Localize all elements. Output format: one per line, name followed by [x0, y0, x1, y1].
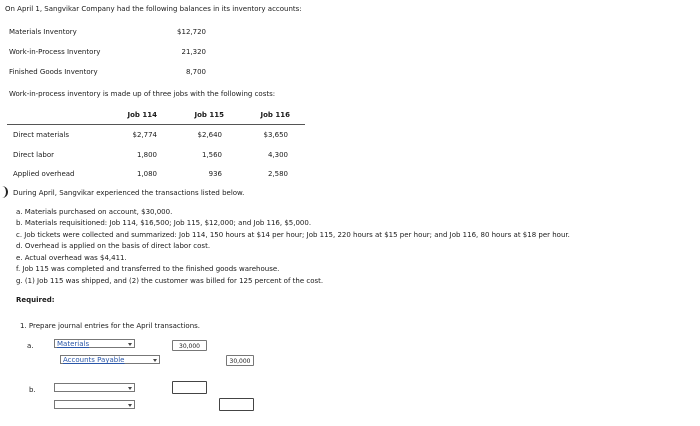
transaction-e: e. Actual overhead was $4,411.	[16, 254, 127, 262]
transaction-c: c. Job tickets were collected and summarized: Job 114, 150 hours at $14 per hour; Job 115, 220 hours at $15 per hour; and Job 116, 80 hours at $18 per hour.	[16, 231, 570, 239]
question-text: 1. Prepare journal entries for the April transactions.	[20, 322, 201, 330]
job-cell: 1,800	[136, 151, 157, 159]
balance-label-finished: Finished Goods Inventory	[9, 68, 98, 76]
left-bracket-mark	[0, 186, 8, 198]
job-row-label: Direct labor	[13, 151, 55, 159]
problem-intro: On April 1, Sangvikar Company had the following balances in its inventory accounts:	[5, 5, 302, 13]
job-cell: 2,580	[267, 170, 288, 178]
job-table-header-rule	[7, 124, 305, 125]
chevron-down-icon	[128, 343, 132, 346]
chevron-down-icon	[128, 404, 132, 407]
transaction-d: d. Overhead is applied on the basis of direct labor cost.	[16, 242, 211, 250]
credit-account-select[interactable]	[54, 400, 135, 409]
balance-value-finished: 8,700	[185, 68, 206, 76]
job-cell: 1,080	[136, 170, 157, 178]
debit-account-select[interactable]	[54, 383, 135, 392]
chevron-down-icon	[153, 359, 157, 362]
transaction-b: b. Materials requisitioned: Job 114, $16,500; Job 115, $12,000; and Job 116, $5,000.	[16, 219, 312, 227]
credit-amount-input[interactable]	[219, 398, 254, 411]
balance-value-materials: $12,720	[177, 28, 206, 36]
entry-letter-a: a.	[27, 342, 34, 350]
balance-label-materials: Materials Inventory	[9, 28, 77, 36]
job-row-label: Direct materials	[13, 131, 70, 139]
debit-account-value: Materials	[57, 340, 90, 348]
job-cell: 4,300	[267, 151, 288, 159]
balance-value-wip: 21,320	[181, 48, 206, 56]
job-header-114: Job 114	[127, 111, 157, 119]
job-cell: $2,640	[197, 131, 222, 139]
april-intro: During April, Sangvikar experienced the transactions listed below.	[13, 189, 245, 197]
credit-amount-input[interactable]: 30,000	[226, 355, 254, 366]
debit-account-select[interactable]	[54, 339, 135, 348]
transaction-f: f. Job 115 was completed and transferred to the finished goods warehouse.	[16, 265, 280, 273]
credit-account-select[interactable]	[60, 355, 160, 364]
job-cell: 1,560	[201, 151, 222, 159]
balance-label-wip: Work-in-Process Inventory	[9, 48, 101, 56]
debit-amount-input[interactable]: 30,000	[172, 340, 207, 351]
job-cell: $3,650	[263, 131, 288, 139]
job-header-116: Job 116	[260, 111, 290, 119]
debit-amount-input[interactable]	[172, 381, 207, 394]
entry-letter-b: b.	[29, 386, 36, 394]
job-row-label: Applied overhead	[13, 170, 75, 178]
job-header-115: Job 115	[194, 111, 224, 119]
job-cell: $2,774	[132, 131, 157, 139]
chevron-down-icon	[128, 387, 132, 390]
required-label: Required:	[16, 296, 55, 304]
credit-account-value: Accounts Payable	[63, 356, 125, 364]
transaction-a: a. Materials purchased on account, $30,000.	[16, 208, 173, 216]
job-cell: 936	[208, 170, 222, 178]
transaction-g: g. (1) Job 115 was shipped, and (2) the customer was billed for 125 percent of the cost.	[16, 277, 324, 285]
wip-intro: Work-in-process inventory is made up of three jobs with the following costs:	[9, 90, 276, 98]
